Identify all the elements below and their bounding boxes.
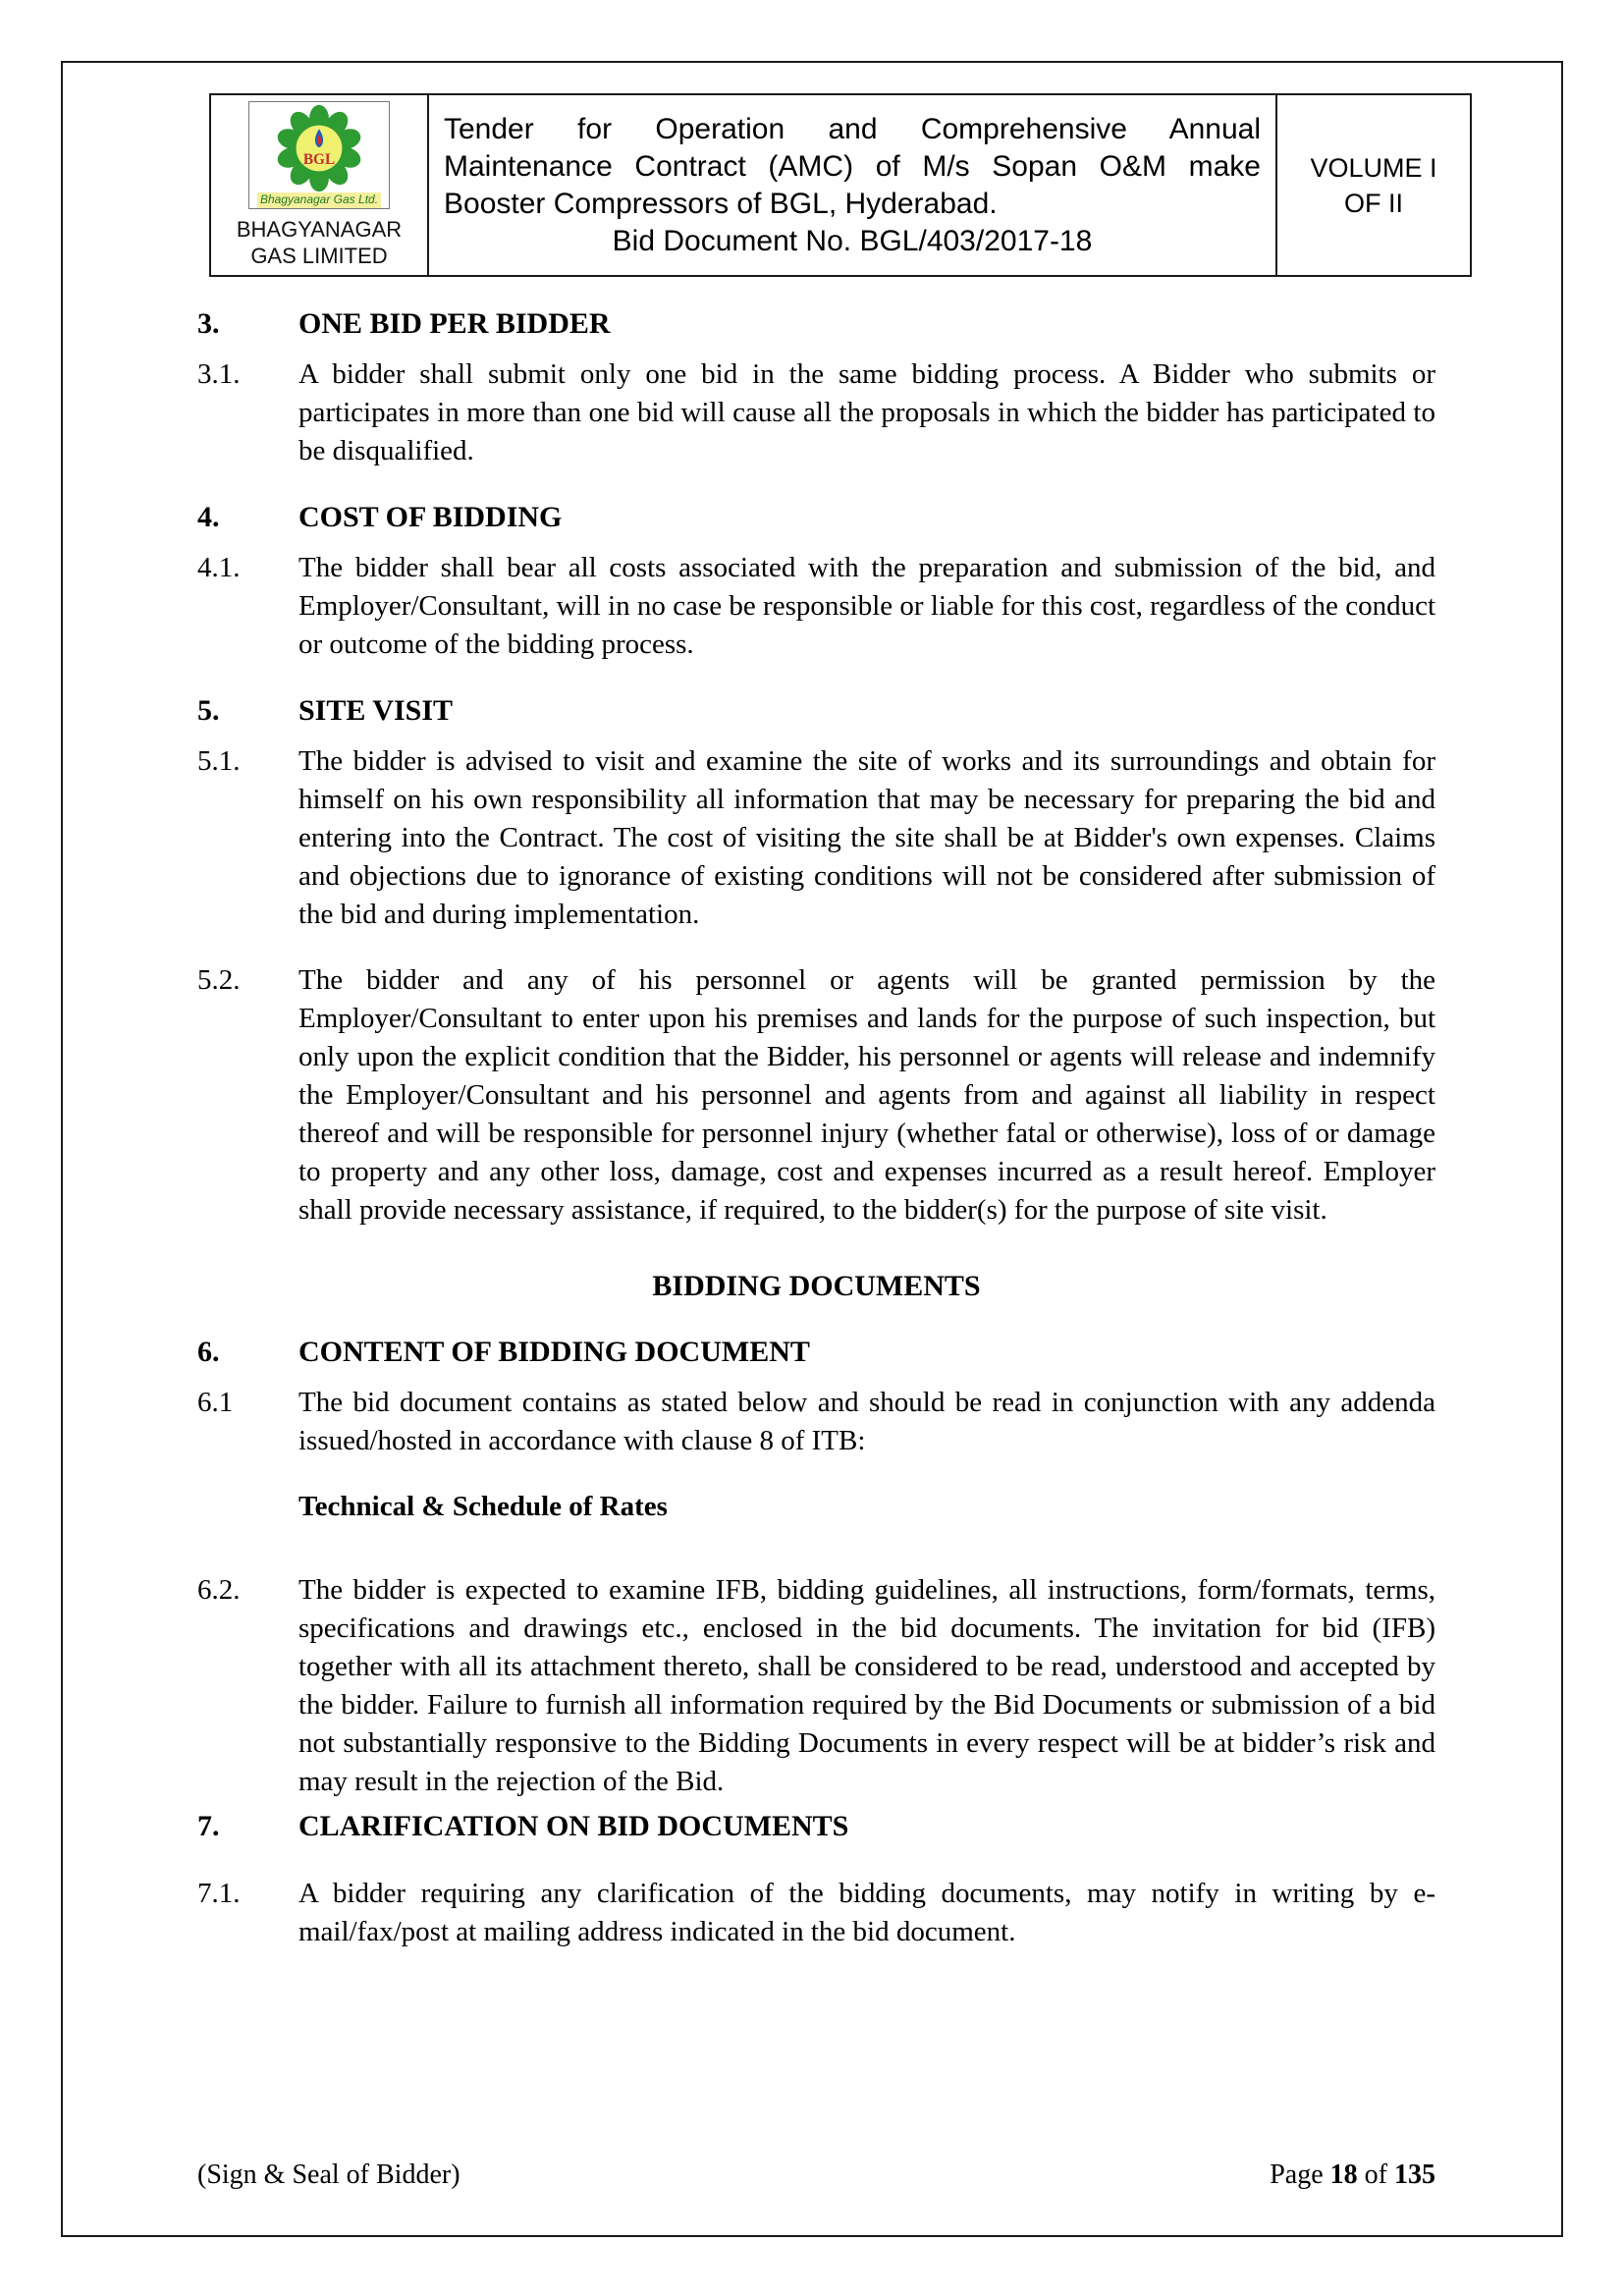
page-border [61, 61, 1563, 2237]
sign-seal-label: (Sign & Seal of Bidder) [197, 2159, 460, 2190]
section-title: CONTENT OF BIDDING DOCUMENT [298, 1336, 810, 1368]
section-title: CLARIFICATION ON BID DOCUMENTS [298, 1810, 849, 1842]
clause-text: The bidder and any of his personnel or agents will be granted permission by the Employer/Consultant to enter upon his premises and lands for the purpose of such inspection, but only upon the explicit condition that the Bidder, his personnel or agents will release and indemnify the Employer/Consultant and his personnel and agents from and against all liability in respect thereof and will be responsible for personnel injury (whether fatal or otherwise), loss of or damage to property and any other loss, damage, cost and expenses incurred as a result hereof. Employer shall provide necessary assistance, if required, to the bidder(s) for the purpose of site visit. [298, 964, 1435, 1226]
document-body [197, 304, 1435, 1951]
section-heading-3 [197, 304, 1435, 343]
bgl-logo-icon [272, 104, 366, 192]
bid-doc-number: Bid Document No. BGL/403/2017-18 [612, 224, 1093, 257]
clause-text: A bidder shall submit only one bid in the same bidding process. A Bidder who submits or participates in more than one bid will cause all the proposals in which the bidder has participated to be disqualified. [298, 358, 1435, 466]
clause-number: 3.1. [197, 358, 241, 390]
clause-number: 4.1. [197, 552, 241, 583]
clause-number: 6.2. [197, 1574, 241, 1606]
paragraph-7-1 [197, 1875, 1435, 1951]
section-number: 4. [197, 501, 220, 533]
paragraph-6-1 [197, 1384, 1435, 1460]
bgl-logo [248, 101, 390, 209]
section-number: 7. [197, 1810, 220, 1842]
svg-text:BGL: BGL [302, 151, 336, 169]
page-label: Page [1270, 2159, 1324, 2190]
clause-text: The bid document contains as stated below and should be read in conjunction with any addenda issued/hosted in accordance with clause 8 of ITB: [298, 1387, 1435, 1456]
clause-number: 5.2. [197, 964, 241, 996]
clause-text: The bidder shall bear all costs associated with the preparation and submission of the bid, and Employer/Consultant, will in no case be responsible or liable for this cost, regardless of the conduct or outcome of the bidding process. [298, 552, 1435, 660]
section-heading-6 [197, 1333, 1435, 1371]
clause-number: 6.1 [197, 1387, 234, 1418]
document-header [209, 93, 1472, 277]
section-heading-5 [197, 691, 1435, 730]
clause-number: 7.1. [197, 1878, 241, 1909]
paragraph-4-1 [197, 549, 1435, 664]
paragraph-5-2 [197, 961, 1435, 1230]
section-number: 6. [197, 1336, 220, 1368]
page-number-indicator [1270, 2159, 1435, 2192]
section-number: 3. [197, 307, 220, 340]
company-name: BHAGYANAGAR GAS LIMITED [236, 217, 403, 268]
subheading-text: Technical & Schedule of Rates [298, 1491, 668, 1522]
of-label: of [1364, 2159, 1387, 2190]
volume-line-2: OF II [1344, 188, 1403, 218]
document-title: Tender for Operation and Comprehensive Annual Maintenance Contract (AMC) of M/s Sopan O&M make Booster Compressors of BGL, Hyderabad. [444, 112, 1261, 220]
subheading-technical-schedule [197, 1488, 1435, 1526]
paragraph-5-1 [197, 742, 1435, 934]
logo-ribbon-text: Bhagyanagar Gas Ltd. [257, 192, 381, 208]
page-number-value: 18 [1329, 2159, 1358, 2190]
logo-cell [211, 95, 427, 275]
section-number: 5. [197, 694, 220, 727]
section-heading-4 [197, 498, 1435, 536]
paragraph-6-2 [197, 1571, 1435, 1801]
clause-number-empty [197, 1488, 298, 1526]
center-heading-bidding-documents: BIDDING DOCUMENTS [652, 1270, 981, 1302]
section-heading-7 [197, 1807, 1435, 1845]
volume-line-1: VOLUME I [1310, 152, 1437, 183]
clause-text: A bidder requiring any clarification of the bidding documents, may notify in writing by e-mail/fax/post at mailing address indicated in the bid document. [298, 1878, 1435, 1947]
title-cell [427, 95, 1277, 275]
paragraph-3-1 [197, 355, 1435, 470]
clause-text: The bidder is expected to examine IFB, bidding guidelines, all instructions, form/formats, terms, specifications and drawings etc., enclosed in the bid documents. The invitation for bid (IFB) together with all its attachment thereto, shall be considered to be read, understood and accepted by the bidder. Failure to furnish all information required by the Bid Documents or submission of a bid not substantially responsive to the Bidding Documents in every respect will be at bidder’s risk and may result in the rejection of the Bid. [298, 1574, 1435, 1797]
total-pages-value: 135 [1394, 2159, 1435, 2190]
page-footer [197, 2159, 1435, 2192]
section-title: SITE VISIT [298, 694, 454, 727]
clause-number: 5.1. [197, 745, 241, 777]
clause-text: The bidder is advised to visit and examine the site of works and its surroundings and obtain for himself on his own responsibility all information that may be necessary for preparing the bid and entering into the Contract. The cost of visiting the site shall be at Bidder's own expenses. Claims and objections due to ignorance of existing conditions will not be considered after submission of the bid and during implementation. [298, 745, 1435, 930]
section-title: COST OF BIDDING [298, 501, 563, 533]
section-title: ONE BID PER BIDDER [298, 307, 611, 340]
volume-cell [1277, 95, 1470, 275]
